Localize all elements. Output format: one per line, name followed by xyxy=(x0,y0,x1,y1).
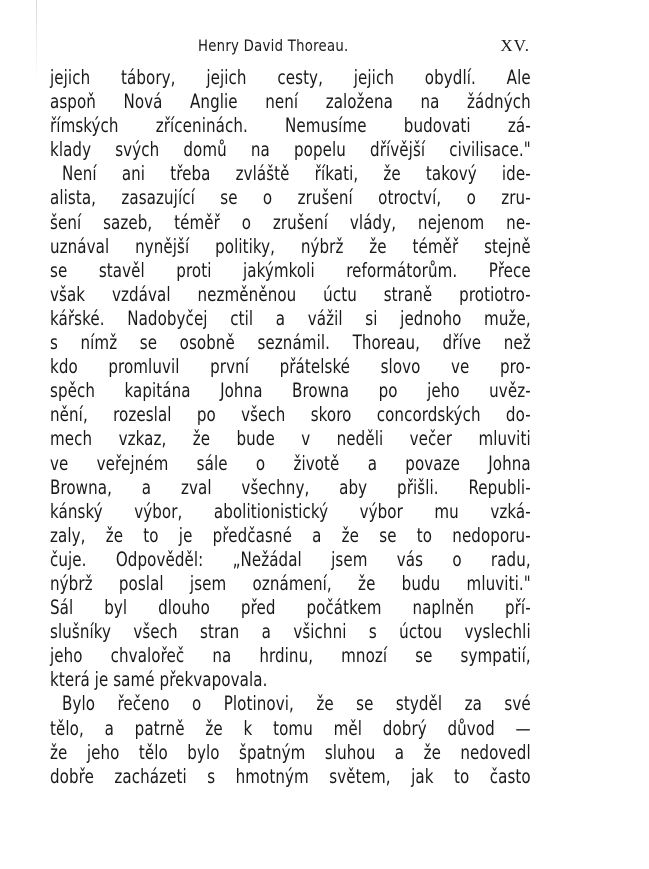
text-line: Browna, a zval všechny, aby přišli. Republi- xyxy=(50,475,531,499)
text-line: kánský výbor, abolitionistický výbor mu vzká- xyxy=(50,499,531,523)
text-line: se stavěl proti jakýmkoli reformátorům. Přece xyxy=(50,258,531,282)
text-line: Není ani třeba zvláště říkati, že takový ide- xyxy=(62,162,531,186)
text-line: římských zříceninách. Nemusíme budovati zá- xyxy=(50,114,531,138)
text-line: čuje. Odpověděl: „Nežádal jsem vás o radu, xyxy=(50,547,531,571)
text-line: kářské. Nadobyčej ctil a vážil si jednoho muže, xyxy=(50,306,531,330)
text-line: že jeho tělo bylo špatným sluhou a že nedovedl xyxy=(50,740,531,764)
text-line: tělo, a patrně že k tomu měl dobrý důvod — xyxy=(50,716,531,740)
text-line: spěch kapitána Johna Browna po jeho uvěz- xyxy=(50,379,531,403)
text-line: uznával nynější politiky, nýbrž že téměř stejně xyxy=(50,234,531,258)
text-line: jejich tábory, jejich cesty, jejich obydlí. Ale xyxy=(50,66,531,89)
text-line: slušníky všech stran a všichni s úctou vyslechli xyxy=(50,620,531,644)
text-line: která je samé překvapovala. xyxy=(50,668,268,692)
text-line: ve veřejném sále o životě a povaze Johna xyxy=(50,451,531,475)
text-line: zaly, že to je předčasné a že se to nedoporu- xyxy=(50,523,531,547)
text-line: však vzdával nezměněnou úctu straně protiotro- xyxy=(50,282,531,306)
page-number: XV. xyxy=(500,36,530,55)
text-line: Sál byl dlouho před počátkem naplněn pří- xyxy=(50,596,531,620)
page-edge-shadow xyxy=(36,0,37,80)
text-line: Bylo řečeno o Plotinovi, že se styděl za své xyxy=(62,692,531,716)
text-line: klady svých domů na popelu dřívější civilisace." xyxy=(50,138,531,162)
running-header-title: Henry David Thoreau. xyxy=(198,36,349,55)
text-line: dobře zacházeti s hmotným světem, jak to často xyxy=(50,764,531,788)
text-line: nýbrž poslal jsem oznámení, že budu mluviti." xyxy=(50,571,531,595)
text-line: s nímž se osobně seznámil. Thoreau, dříve než xyxy=(50,331,531,355)
text-line: jeho chvalořeč na hrdinu, mnozí se sympatií, xyxy=(50,644,531,668)
text-line: mech vzkaz, že bude v neděli večer mluviti xyxy=(50,427,531,451)
body-text xyxy=(50,66,531,789)
text-line: aspoň Nová Anglie není založena na žádných xyxy=(50,90,531,114)
text-line: kdo promluvil první přátelské slovo ve pro- xyxy=(50,355,531,379)
text-line: alista, zasazující se o zrušení otroctví, o zru- xyxy=(50,186,531,210)
text-line: nění, rozeslal po všech skoro concordských do- xyxy=(50,403,531,427)
text-line: šení sazeb, téměř o zrušení vlády, nejenom ne- xyxy=(50,210,531,234)
running-header xyxy=(50,36,530,58)
